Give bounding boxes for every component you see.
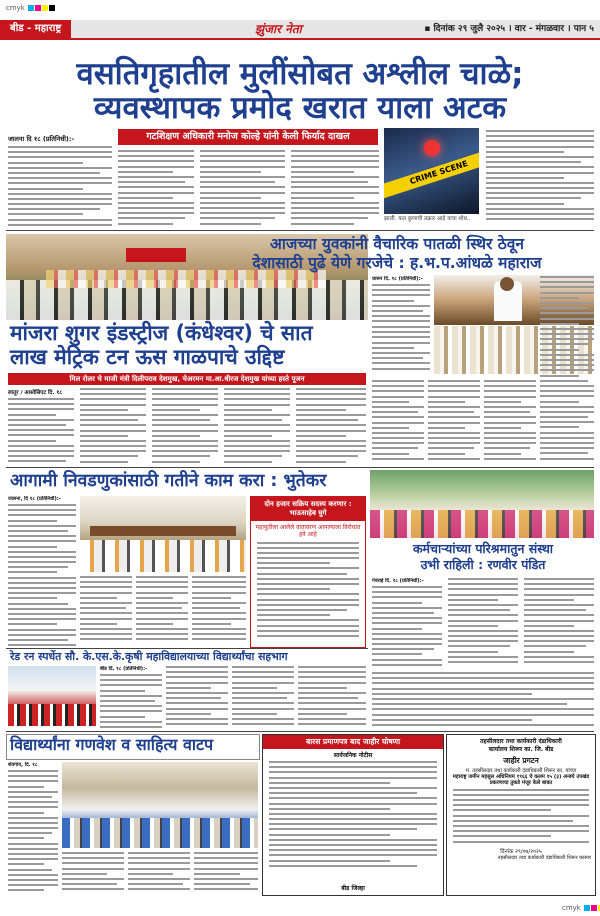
tehsil-office-2: कार्यालय शिरूर का. जि. बीड (488, 746, 554, 753)
story1-body-col5 (486, 130, 594, 226)
story5-headline-2: उभी राहिली : रणवीर पंडित (420, 557, 546, 572)
story7-body-col2 (62, 852, 124, 894)
story1-image-caption: झाली. यात कुणाची तक्रार आहे याचा शोध.. (384, 216, 471, 222)
story5-dateline: गेवराई दि. १८ (प्रतिनिधी):- (372, 578, 424, 584)
cmyk-label-bottom: cmyk (562, 904, 581, 912)
story2-dateline: लातूर / आसोसिएट दि. १८ (8, 390, 63, 396)
story6-body-col3 (232, 666, 294, 728)
story6-body-col2 (166, 666, 228, 728)
story3-body-col1 (372, 276, 430, 322)
story3-body-col1b (372, 326, 430, 374)
story4-sidebar-text (257, 542, 359, 642)
story4-sidebar (250, 496, 366, 648)
story2-body-col1 (8, 388, 74, 464)
story1-body-col4 (291, 150, 379, 228)
story3-body-col4 (484, 380, 536, 464)
color-register-bar-bottom (562, 904, 600, 912)
public-notice-body (269, 761, 437, 869)
story2-subhead: मिल रोलर चे माजी मंत्री दिलीपराव देशमुख, चेअरमन मा.आ.धीरज देशमुख यांच्या हस्ते पूजन (8, 373, 366, 385)
story7-dateline: शेवगाव, दि. १८ (8, 762, 38, 768)
story5-body-col1 (372, 578, 442, 668)
public-notice-sub: सार्वजनिक नोटीस (333, 752, 373, 759)
cmyk-label: cmyk (6, 4, 25, 12)
tehsil-notice-body-2: महाराष्ट्र जमीन महसुल अधिनियम १९६६ चे कलम १५ (३) अन्वये उपखंड प्रकरणाचा तुकडे मंजूर केले बाबत (452, 774, 590, 787)
story6-photo (8, 666, 96, 726)
header-bar (0, 20, 600, 40)
tehsil-notice-signature: तहसीलदार तथा कार्यकारी दंडाधिकारी शिरूर कासार (497, 854, 591, 861)
story7-headline: विद्यार्थ्यांना गणवेश व साहित्य वाटप (10, 735, 214, 754)
story1-headline-2: व्यवस्थापक प्रमोद खरात याला अटक (93, 90, 507, 126)
divider (6, 467, 594, 468)
story3-dateline: धारूर दि. १८ (प्रतिनिधी):- (372, 276, 423, 282)
story1-body-col2 (118, 150, 194, 228)
masthead-title: झुंजार नेता (255, 22, 302, 36)
story3-body-col3 (428, 380, 480, 464)
story1-dateline: जालना दि १८ (प्रतिनिधी):- (8, 135, 75, 143)
dateline: ▪ दिनांक २९ जुलै २०२५ । वार - मंगळवार । पान ५ (424, 24, 594, 34)
tehsil-notice-body: म. तहसीलदार तथा कार्यकारी दंडाधिकारी शिरूर का. यांच्या (465, 768, 577, 774)
section-label: बीड - महाराष्ट्र (0, 20, 71, 38)
story7-body-col1 (8, 762, 58, 892)
story5-body-col2 (448, 578, 518, 668)
story4-headline: आगामी निवडणुकांसाठी गतीने काम करा : भुतेकर (10, 471, 327, 491)
story3-headline-1: आजच्या युवकांनी वैचारिक पातळी स्थिर ठेवून (270, 235, 524, 253)
story1-body-col3 (200, 150, 285, 228)
story4-body-col1 (8, 496, 76, 646)
story5-headline-1: कर्मचाऱ्यांच्या परिश्रमातुन संस्था (412, 541, 554, 556)
divider (6, 648, 368, 649)
story2-headline-1: मांजरा शुगर इंडस्ट्रीज (कंधेश्वर) चे सात (10, 321, 313, 345)
public-notice-footer: बीड जिल्हा (341, 885, 365, 892)
story4-dateline: जालना, दि १८ (प्रतिनिधी):- (8, 496, 61, 502)
tehsil-notice-date: दिनांक २९/०७/२०२५ (500, 848, 542, 855)
divider (6, 731, 594, 732)
divider (6, 230, 594, 231)
story6-dateline: बीड दि. १८ (प्रतिनिधी):- (100, 666, 148, 672)
story6-headline: रेड रन स्पर्धेत सौ. के.एस.के.कृषी महाविद्यालयाच्या विद्यार्थ्यांचा सहभाग (10, 650, 288, 663)
story4-sidebar-body: महायुतीला आलेले वातावरण आपल्याला विरोधात हवे आहे (255, 523, 361, 538)
story2-body-col4 (224, 388, 290, 464)
story3-headline-2: देशासाठी पुढे येणे गरजेचे : ह.भ.प.आंधळे महाराज (252, 254, 542, 272)
story1-crime-image: CRIME SCENE (384, 128, 479, 214)
story1-headline-1: वसतिगृहातील मुलींसोबत अश्लील चाळे; (76, 56, 524, 92)
story5-body-col4 (372, 672, 594, 728)
tehsil-office: तहसीलदार तथा कार्यकारी दंडाधिकारी (480, 738, 562, 745)
story6-body-col1 (100, 666, 162, 728)
story5-photo (370, 470, 594, 538)
story5-body-col3 (524, 578, 594, 668)
story7-body-col3 (128, 852, 190, 894)
story4-body-col2 (80, 576, 132, 646)
story6-body-col4 (298, 666, 366, 728)
public-notice-title: बारस प्रमाणपत्र बाद जाहीर घोषणा (263, 735, 443, 749)
color-register-bar-top (6, 4, 55, 12)
story2-body-col5 (296, 388, 366, 464)
story7-body-col4 (194, 852, 258, 894)
story3-body-col2 (372, 380, 424, 464)
story4-body-col3 (136, 576, 188, 646)
story4-sidebar-title: दोन हजार सक्रिय सदस्य करणार : भाऊसाहेब घुगे (251, 497, 365, 521)
story7-photo (62, 762, 258, 848)
story4-body-col4 (192, 576, 246, 646)
story2-body-col2 (80, 388, 146, 464)
tehsil-notice-title: जाहीर प्रगटन (503, 756, 539, 765)
tehsil-notice-box (446, 734, 596, 896)
story1-subhead: गटशिक्षण अधिकारी मनोज कोल्हे यांनी केली फिर्याद दाखल (118, 129, 378, 145)
story1-body-col1 (8, 134, 112, 226)
story2-headline-2: लाख मेट्रिक टन ऊस गाळपाचे उद्दिष्ट (10, 345, 285, 369)
story4-meeting-photo (80, 496, 246, 572)
tehsil-notice-text (453, 789, 589, 847)
story2-body-col3 (152, 388, 218, 464)
public-notice-box (262, 734, 444, 896)
story3-body-col5 (540, 276, 594, 464)
